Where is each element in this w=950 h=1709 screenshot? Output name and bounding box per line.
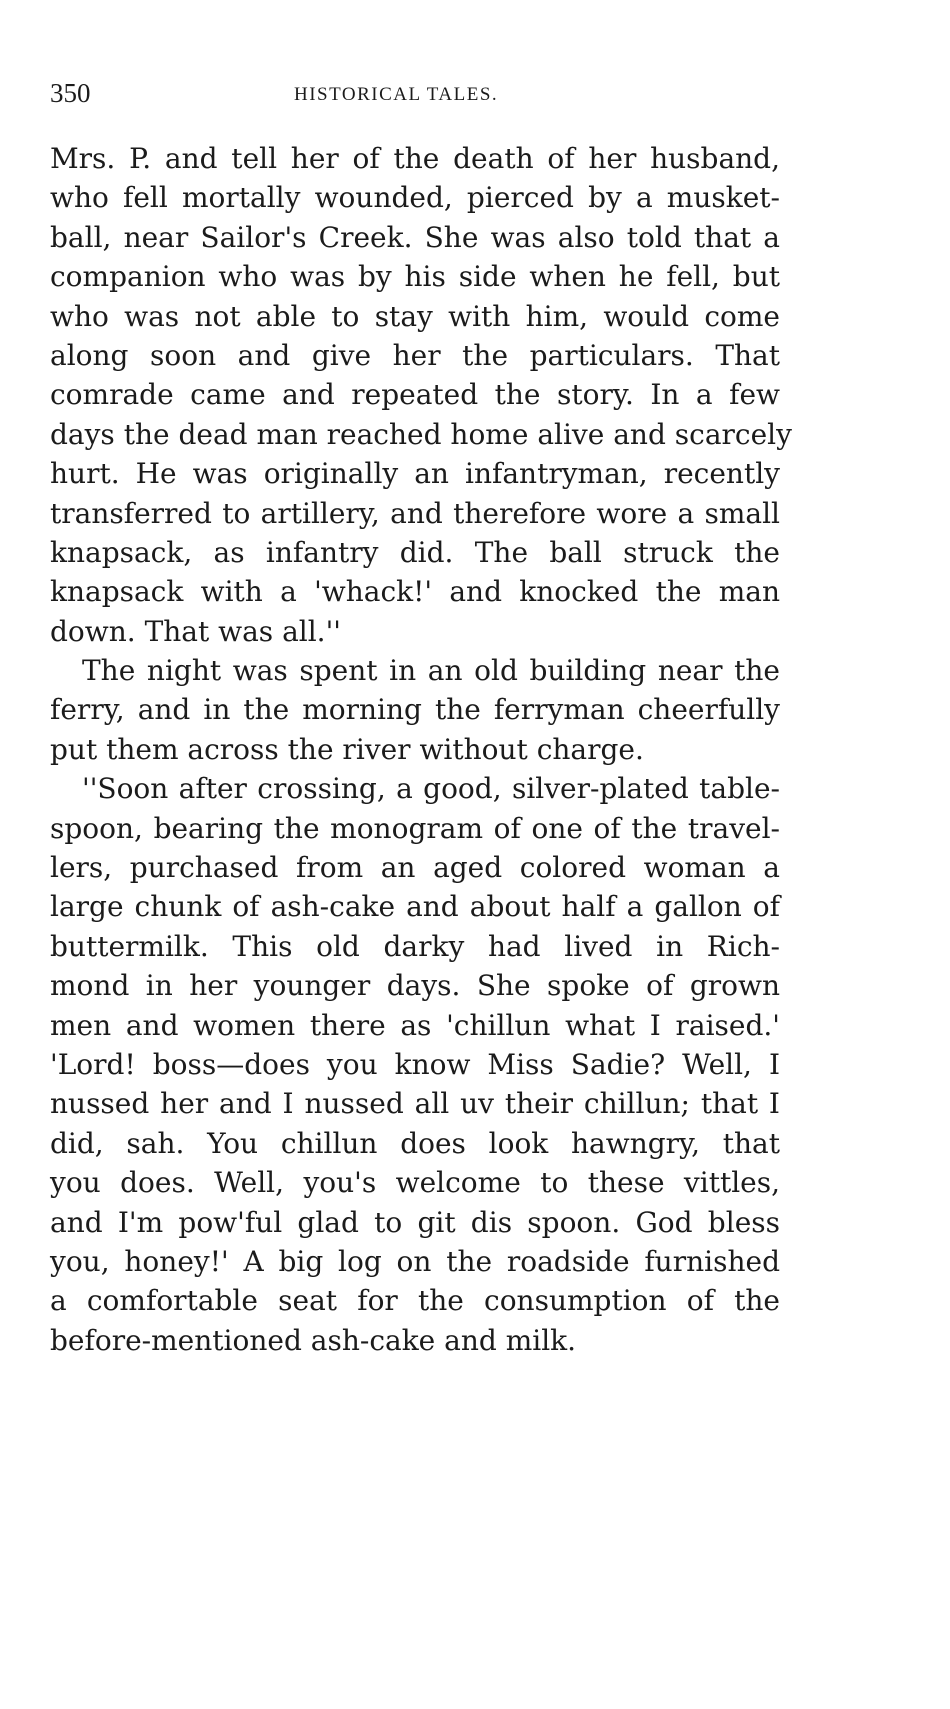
text-line: you, honey!' A big log on the roadside furnished [50, 1244, 780, 1278]
text-line: days the dead man reached home alive and scarcely [50, 417, 792, 451]
text-line: ferry, and in the morning the ferryman cheerfully [50, 693, 780, 727]
text-line: along soon and give her the particulars. That [50, 338, 780, 372]
text-line: companion who was by his side when he fell, but [50, 260, 780, 294]
text-line: 'Lord! boss—does you know Miss Sadie? Well, I [50, 1047, 780, 1081]
text-line: who was not able to stay with him, would come [50, 299, 780, 333]
text-line: knapsack, as infantry did. The ball struck the [50, 535, 780, 569]
text-line: you does. Well, you's welcome to these vittles, [50, 1166, 780, 1200]
body-text [50, 139, 792, 1360]
text-line: put them across the river without charge. [50, 732, 644, 766]
text-line: spoon, bearing the monogram of one of the travel- [50, 811, 780, 845]
text-line: and I'm pow'ful glad to git dis spoon. God bless [50, 1205, 780, 1239]
running-title: HISTORICAL TALES. [294, 84, 499, 105]
text-line: hurt. He was originally an infantryman, recently [50, 457, 780, 491]
page-number: 350 [50, 78, 91, 108]
text-line: buttermilk. This old darky had lived in Rich- [50, 929, 780, 963]
text-line: down. That was all.'' [50, 614, 341, 648]
text-line: knapsack with a 'whack!' and knocked the man [50, 575, 780, 609]
running-header [50, 78, 770, 110]
text-line: Mrs. P. and tell her of the death of her husband, [50, 142, 780, 175]
paragraph-start-line: ''Soon after crossing, a good, silver-plated table- [82, 772, 780, 806]
text-line: men and women there as 'chillun what I raised.' [50, 1008, 780, 1042]
text-line: transferred to artillery, and therefore wore a small [50, 496, 780, 530]
text-line: did, sah. You chillun does look hawngry, that [50, 1126, 780, 1160]
text-line: large chunk of ash-cake and about half a gallon of [50, 890, 780, 924]
text-line: ball, near Sailor's Creek. She was also told that a [50, 220, 780, 254]
text-line: nussed her and I nussed all uv their chillun; that I [50, 1087, 780, 1121]
text-line: mond in her younger days. She spoke of grown [50, 969, 780, 1003]
paragraph-start-line: The night was spent in an old building near the [82, 654, 780, 688]
text-line: a comfortable seat for the consumption of the [50, 1284, 780, 1318]
text-line: comrade came and repeated the story. In a few [50, 378, 780, 412]
text-line: before-mentioned ash-cake and milk. [50, 1323, 577, 1357]
text-line: lers, purchased from an aged colored woman a [50, 851, 780, 885]
text-line: who fell mortally wounded, pierced by a musket- [50, 181, 780, 215]
